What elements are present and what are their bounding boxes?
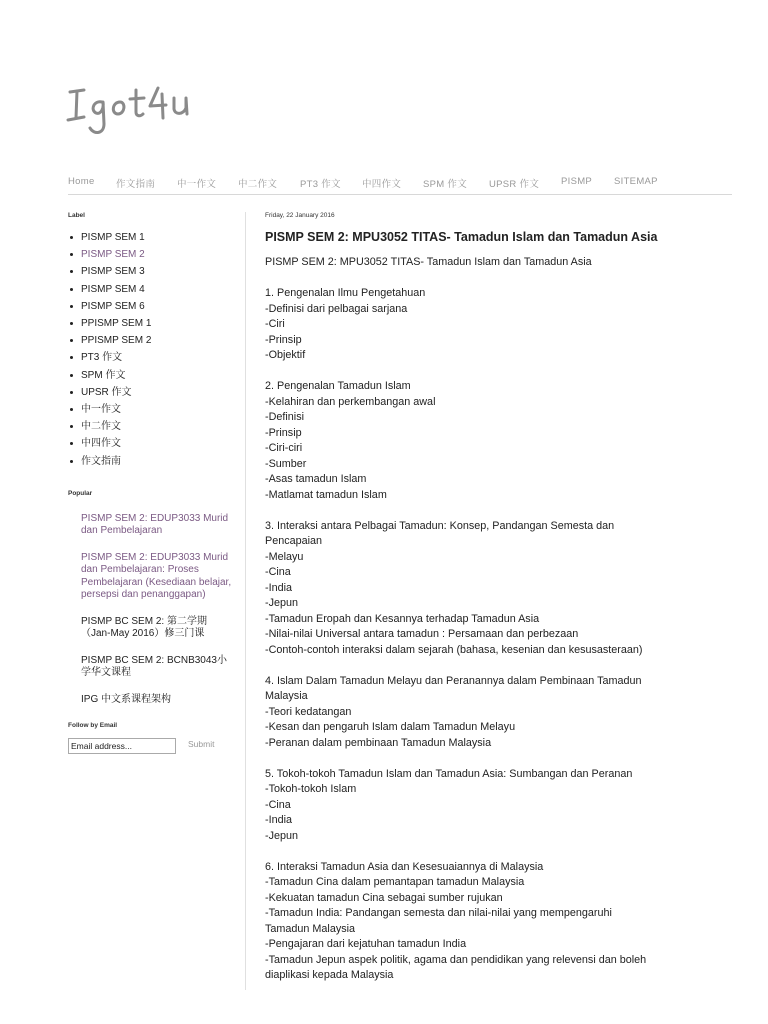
post-text-line: -Matlamat tamadun Islam [265,488,387,501]
bullet-icon [70,305,73,308]
post-text-line: -Peranan dalam pembinaan Tamadun Malaysia [265,736,492,749]
post-body [265,255,725,984]
bullet-icon [70,408,73,411]
post-text-line: -Kekuatan tamadun Cina sebagai sumber rujukan [265,891,503,904]
nav-item-zuowen-zhinan[interactable]: 作文指南 [116,179,156,190]
post-text-line: -Sumber [265,457,307,470]
bullet-icon [70,391,73,394]
post-text-line: 3. Interaksi antara Pelbagai Tamadun: Konsep, Pandangan Semesta dan [265,519,615,532]
follow-by-email-heading: Follow by Email [68,722,118,730]
post-blank-line [265,658,725,674]
top-navigation [68,172,732,195]
post-text-line: Malaysia [265,690,308,702]
post-text-line: -India [265,581,293,594]
label-item [68,349,233,366]
post-text-line: -Teori kedatangan [265,705,352,718]
post-date: Friday, 22 January 2016 [265,212,335,219]
label-item [68,401,233,418]
post-text-line: -Asas tamadun Islam [265,473,367,485]
label-item [68,332,233,349]
bullet-icon [70,236,73,239]
post-text-line: -Tokoh-tokoh Islam [265,783,357,795]
post-blank-line [265,503,725,519]
post-text-line: 2. Pengenalan Tamadun Islam [265,380,411,392]
post-text-line: -Objektif [265,349,306,361]
site-logo[interactable] [66,80,226,140]
post-blank-line [265,844,725,860]
label-item [68,435,233,452]
post-text-line: 1. Pengenalan Ilmu Pengetahuan [265,287,426,299]
post-text-line: -Pengajaran dari kejatuhan tamadun India [265,938,467,950]
nav-item-home[interactable]: Home [68,176,95,187]
label-link[interactable]: SPM 作文 [81,369,126,381]
popular-widget-heading: Popular [68,489,93,497]
post-title[interactable]: PISMP SEM 2: MPU3052 TITAS- Tamadun Islam dan Tamadun Asia [265,230,658,244]
label-item [68,315,233,332]
label-link[interactable]: 中二作文 [81,421,121,433]
nav-item-upsr-zuowen[interactable]: UPSR 作文 [489,179,540,190]
popular-post-link[interactable]: PISMP SEM 2: EDUP3033 Murid dan Pembelajaran [81,512,229,537]
label-link-active[interactable]: PISMP SEM 2 [81,249,145,261]
post-text-line: -Ciri [265,318,285,330]
post-text-line: -Tamadun Cina dalam pemantapan tamadun Malaysia [265,876,525,888]
column-divider [245,212,246,990]
label-widget-heading: Label [68,212,85,219]
popular-post-item [81,552,233,602]
bullet-icon [70,356,73,359]
label-item [68,229,233,246]
post-text-line: -Cina [265,566,291,578]
post-text-line: 6. Interaksi Tamadun Asia dan Kesesuaiannya di Malaysia [265,860,544,873]
post-text-line: diaplikasi kepada Malaysia [265,969,394,981]
bullet-icon [70,322,73,325]
label-link[interactable]: 中四作文 [81,438,121,450]
sidebar [68,212,233,754]
post-text-line: -Kelahiran dan perkembangan awal [265,395,436,408]
popular-post-item [81,513,233,538]
label-link[interactable]: PISMP SEM 4 [81,283,145,295]
main-content [265,212,725,984]
post-text-line: -Melayu [265,550,304,563]
email-input[interactable] [68,738,176,754]
post-text-line: PISMP SEM 2: MPU3052 TITAS- Tamadun Islam dan Tamadun Asia [265,256,592,268]
post-text-line: -Prinsip [265,333,302,346]
nav-item-sitemap[interactable]: SITEMAP [614,176,658,187]
post-text-line: -Cina [265,798,291,811]
nav-item-spm-zuowen[interactable]: SPM 作文 [423,179,468,190]
popular-post-link[interactable]: PISMP SEM 2: EDUP3033 Murid dan Pembelajaran: Proses Pembelajaran (Kesediaan belajar, persepsi dan penanggapan) [81,551,232,601]
popular-post-item [81,694,233,707]
label-item [68,418,233,435]
bullet-icon [70,425,73,428]
post-blank-line [265,271,725,287]
bullet-icon [70,374,73,377]
post-text-line: -Prinsip [265,426,302,439]
popular-post-link[interactable]: IPG 中文系课程架构 [81,693,172,705]
bullet-icon [70,270,73,273]
post-text-line: -Tamadun Eropah dan Kesannya terhadap Tamadun Asia [265,612,540,625]
post-text-line: 5. Tokoh-tokoh Tamadun Islam dan Tamadun Asia: Sumbangan dan Peranan [265,767,633,780]
post-text-line: -Tamadun India: Pandangan semesta dan nilai-nilai yang mempengaruhi [265,907,612,919]
nav-item-pismp[interactable]: PISMP [561,176,593,187]
popular-post-item [81,655,233,680]
nav-item-zhong-yi-zuowen[interactable]: 中一作文 [177,179,217,190]
bullet-icon [70,288,73,291]
bullet-icon [70,253,73,256]
post-text-line: -Definisi dari pelbagai sarjana [265,302,408,315]
post-text-line: -Contoh-contoh interaksi dalam sejarah (bahasa, kesenian dan kesusasteraan) [265,643,643,656]
label-link[interactable]: PT3 作文 [81,352,123,364]
post-blank-line [265,751,725,767]
post-text-line: Pencapaian [265,535,323,547]
post-text-line: -India [265,814,293,826]
label-item [68,281,233,298]
label-list [68,229,233,470]
post-blank-line [265,364,725,380]
label-link[interactable]: 作文指南 [81,455,121,467]
label-item [68,246,233,263]
follow-by-email-form [68,738,233,754]
popular-post-item [81,616,233,641]
label-link[interactable]: PISMP SEM 1 [81,232,145,243]
label-link[interactable]: PISMP SEM 6 [81,300,145,312]
post-text-line: -Jepun [265,829,299,842]
label-link[interactable]: PPISMP SEM 2 [81,335,152,347]
label-link[interactable]: UPSR 作文 [81,386,132,398]
label-item [68,367,233,384]
logo-handwriting-icon [66,80,226,140]
popular-post-link[interactable]: PISMP BC SEM 2: 第二学期（Jan-May 2016）修三门课 [81,615,207,640]
bullet-icon [70,460,73,463]
bullet-icon [70,442,73,445]
bullet-icon [70,339,73,342]
post-text-line: -Kesan dan pengaruh Islam dalam Tamadun Melayu [265,721,516,733]
nav-item-pt3-zuowen[interactable]: PT3 作文 [300,179,341,190]
post-text-line: -Jepun [265,597,299,609]
post-text-line: 4. Islam Dalam Tamadun Melayu dan Peranannya dalam Pembinaan Tamadun [265,674,642,687]
label-link[interactable]: 中一作文 [81,404,121,416]
label-item [68,453,233,470]
label-link[interactable]: PPISMP SEM 1 [81,318,152,330]
nav-item-zhong-er-zuowen[interactable]: 中二作文 [238,179,278,190]
post-text-line: -Nilai-nilai Universal antara tamadun : Persamaan dan perbezaan [265,628,579,640]
post-text-line: -Definisi [265,411,304,423]
nav-item-zhong-si-zuowen[interactable]: 中四作文 [362,179,402,190]
popular-post-link[interactable]: PISMP BC SEM 2: BCNB3043小学华文课程 [81,654,227,679]
label-item [68,298,233,315]
post-text-line: Tamadun Malaysia [265,922,356,935]
submit-button[interactable]: Submit [188,739,215,750]
label-item [68,263,233,280]
label-item [68,384,233,401]
popular-posts-list [81,513,233,707]
post-text-line: -Ciri-ciri [265,442,303,454]
label-link[interactable]: PISMP SEM 3 [81,266,145,278]
post-text-line: -Tamadun Jepun aspek politik, agama dan pendidikan yang relevensi dan boleh [265,953,647,966]
